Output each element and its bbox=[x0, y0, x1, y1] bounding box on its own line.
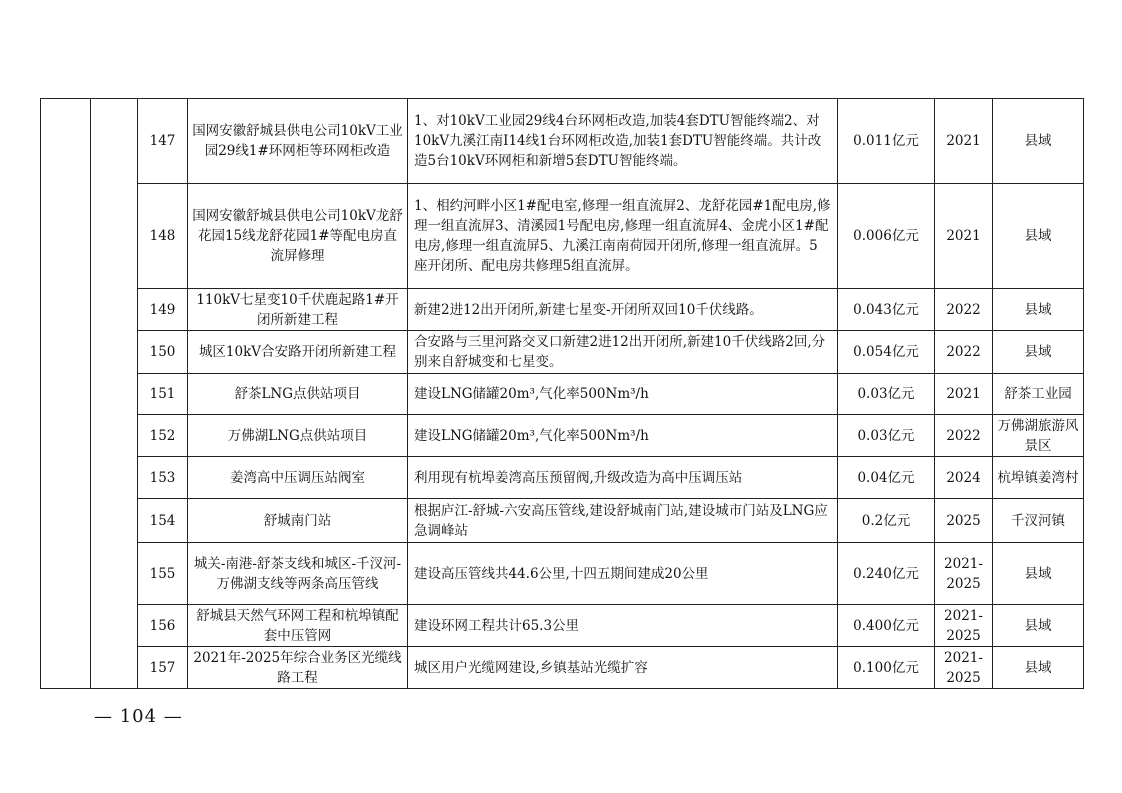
table-row bbox=[41, 331, 1084, 374]
table-row bbox=[41, 543, 1084, 605]
row-number: 149 bbox=[138, 289, 188, 331]
project-content: 1、对10kV工业园29线4台环网柜改造,加装4套DTU智能终端2、对10kV九溪江南Ⅰ14线1台环网柜改造,加装1套DTU智能终端。共计改造5台10kV环网柜和新增5套DTU智能终端。 bbox=[408, 99, 838, 184]
row-number: 154 bbox=[138, 499, 188, 543]
row-number: 147 bbox=[138, 99, 188, 184]
project-name: 舒城南门站 bbox=[188, 499, 408, 543]
investment: 0.011亿元 bbox=[838, 99, 935, 184]
year: 2021-2025 bbox=[935, 605, 993, 647]
location: 千汊河镇 bbox=[993, 499, 1084, 543]
investment: 0.240亿元 bbox=[838, 543, 935, 605]
project-name: 舒城县天然气环网工程和杭埠镇配套中压管网 bbox=[188, 605, 408, 647]
project-name: 舒茶LNG点供站项目 bbox=[188, 374, 408, 415]
project-content: 利用现有杭埠姜湾高压预留阀,升级改造为高中压调压站 bbox=[408, 457, 838, 499]
year: 2025 bbox=[935, 499, 993, 543]
project-name: 国网安徽舒城县供电公司10kV工业园29线1#环网柜等环网柜改造 bbox=[188, 99, 408, 184]
investment: 0.006亿元 bbox=[838, 184, 935, 289]
page-number: — 104 — bbox=[94, 706, 183, 727]
location: 县域 bbox=[993, 543, 1084, 605]
location: 县域 bbox=[993, 605, 1084, 647]
table-row bbox=[41, 457, 1084, 499]
table-row bbox=[41, 374, 1084, 415]
location: 县域 bbox=[993, 99, 1084, 184]
row-number: 152 bbox=[138, 415, 188, 457]
investment: 0.03亿元 bbox=[838, 415, 935, 457]
investment: 0.054亿元 bbox=[838, 331, 935, 374]
location: 万佛湖旅游风景区 bbox=[993, 415, 1084, 457]
table-row bbox=[41, 99, 1084, 184]
project-name: 2021年-2025年综合业务区光缆线路工程 bbox=[188, 647, 408, 689]
project-name: 110kV七星变10千伏鹿起路1#开闭所新建工程 bbox=[188, 289, 408, 331]
investment: 0.03亿元 bbox=[838, 374, 935, 415]
merged-subcategory-cell bbox=[91, 99, 138, 689]
project-name: 万佛湖LNG点供站项目 bbox=[188, 415, 408, 457]
row-number: 156 bbox=[138, 605, 188, 647]
table-row bbox=[41, 605, 1084, 647]
row-number: 157 bbox=[138, 647, 188, 689]
row-number: 150 bbox=[138, 331, 188, 374]
row-number: 151 bbox=[138, 374, 188, 415]
merged-category-cell bbox=[41, 99, 91, 689]
project-name: 姜湾高中压调压站阀室 bbox=[188, 457, 408, 499]
location: 县域 bbox=[993, 184, 1084, 289]
project-content: 建设LNG储罐20m³,气化率500Nm³/h bbox=[408, 374, 838, 415]
project-content: 合安路与三里河路交叉口新建2进12出开闭所,新建10千伏线路2回,分别来自舒城变和七星变。 bbox=[408, 331, 838, 374]
year: 2022 bbox=[935, 415, 993, 457]
year: 2022 bbox=[935, 289, 993, 331]
year: 2021 bbox=[935, 374, 993, 415]
project-name: 城区10kV合安路开闭所新建工程 bbox=[188, 331, 408, 374]
investment: 0.400亿元 bbox=[838, 605, 935, 647]
project-content: 新建2进12出开闭所,新建七星变-开闭所双回10千伏线路。 bbox=[408, 289, 838, 331]
project-content: 建设环网工程共计65.3公里 bbox=[408, 605, 838, 647]
project-content: 1、相约河畔小区1#配电室,修理一组直流屏2、龙舒花园#1配电房,修理一组直流屏3、清溪园1号配电房,修理一组直流屏4、金虎小区1#配电房,修理一组直流屏5、九溪江南南荷园开闭所,修理一组直流屏。5座开闭所、配电房共修理5组直流屏。 bbox=[408, 184, 838, 289]
location: 县域 bbox=[993, 289, 1084, 331]
project-name: 城关-南港-舒茶支线和城区-千汊河-万佛湖支线等两条高压管线 bbox=[188, 543, 408, 605]
year: 2021-2025 bbox=[935, 543, 993, 605]
project-name: 国网安徽舒城县供电公司10kV龙舒花园15线龙舒花园1#等配电房直流屏修理 bbox=[188, 184, 408, 289]
row-number: 153 bbox=[138, 457, 188, 499]
year: 2022 bbox=[935, 331, 993, 374]
year: 2021 bbox=[935, 184, 993, 289]
year: 2024 bbox=[935, 457, 993, 499]
project-content: 城区用户光缆网建设,乡镇基站光缆扩容 bbox=[408, 647, 838, 689]
table-row bbox=[41, 184, 1084, 289]
project-content: 根据庐江-舒城-六安高压管线,建设舒城南门站,建设城市门站及LNG应急调峰站 bbox=[408, 499, 838, 543]
year: 2021-2025 bbox=[935, 647, 993, 689]
row-number: 155 bbox=[138, 543, 188, 605]
location: 杭埠镇姜湾村 bbox=[993, 457, 1084, 499]
project-table bbox=[40, 98, 1084, 689]
row-number: 148 bbox=[138, 184, 188, 289]
project-content: 建设高压管线共44.6公里,十四五期间建成20公里 bbox=[408, 543, 838, 605]
project-content: 建设LNG储罐20m³,气化率500Nm³/h bbox=[408, 415, 838, 457]
location: 舒茶工业园 bbox=[993, 374, 1084, 415]
investment: 0.04亿元 bbox=[838, 457, 935, 499]
investment: 0.2亿元 bbox=[838, 499, 935, 543]
table-row bbox=[41, 415, 1084, 457]
investment: 0.100亿元 bbox=[838, 647, 935, 689]
investment: 0.043亿元 bbox=[838, 289, 935, 331]
location: 县域 bbox=[993, 331, 1084, 374]
year: 2021 bbox=[935, 99, 993, 184]
table-row bbox=[41, 647, 1084, 689]
table-row bbox=[41, 289, 1084, 331]
location: 县域 bbox=[993, 647, 1084, 689]
table-row bbox=[41, 499, 1084, 543]
